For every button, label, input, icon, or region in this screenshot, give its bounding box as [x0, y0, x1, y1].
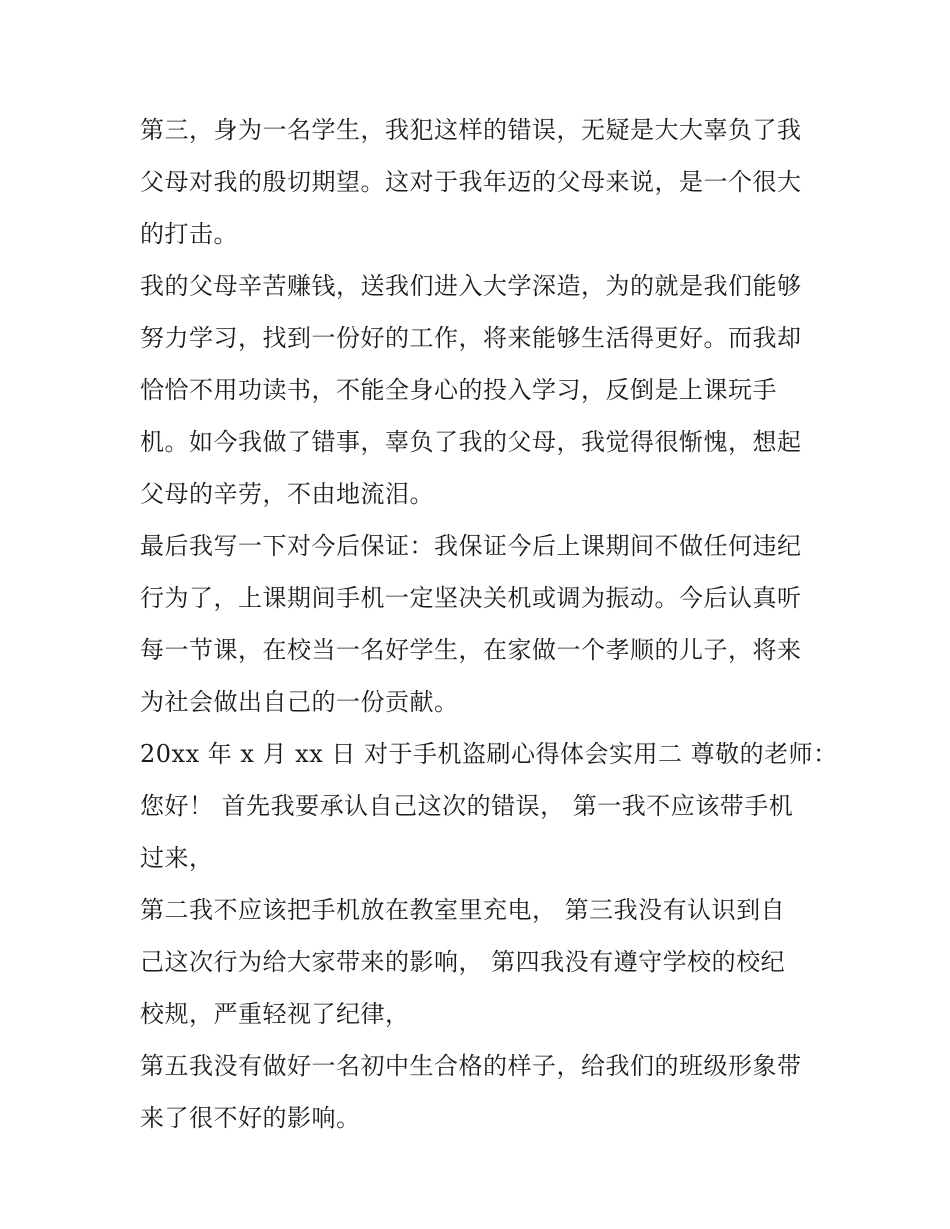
text-line: 的打击。: [140, 220, 238, 248]
text-line: 20xx 年 x 月 xx 日 对于手机盗刷心得体会实用二 尊敬的老师：: [140, 740, 838, 768]
text-line: 父母对我的殷切期望。这对于我年迈的父母来说，是一个很大: [140, 168, 802, 196]
text-line: 来了很不好的影响。: [140, 1104, 361, 1132]
text-line: 父母的辛劳，不由地流泪。: [140, 480, 434, 508]
body-text: [140, 108, 838, 1148]
text-line: 每一节课，在校当一名好学生，在家做一个孝顺的儿子，将来: [140, 636, 802, 664]
text-line: 第三，身为一名学生，我犯这样的错误，无疑是大大辜负了我: [140, 116, 802, 144]
text-line: 第二我不应该把手机放在教室里充电， 第三我没有认识到自: [140, 896, 786, 924]
text-line: 行为了，上课期间手机一定坚决关机或调为振动。今后认真听: [140, 584, 802, 612]
text-line: 您好！ 首先我要承认自己这次的错误， 第一我不应该带手机: [140, 792, 794, 820]
text-line: 第五我没有做好一名初中生合格的样子，给我们的班级形象带: [140, 1052, 802, 1080]
text-line: 己这次行为给大家带来的影响， 第四我没有遵守学校的校纪: [140, 948, 786, 976]
text-line: 为社会做出自己的一份贡献。: [140, 688, 459, 716]
text-line: 最后我写一下对今后保证：我保证今后上课期间不做任何违纪: [140, 532, 802, 560]
text-line: 校规，严重轻视了纪律，: [140, 1000, 410, 1028]
text-line: 努力学习，找到一份好的工作，将来能够生活得更好。而我却: [140, 324, 802, 352]
text-line: 恰恰不用功读书，不能全身心的投入学习，反倒是上课玩手: [140, 376, 777, 404]
text-line: 机。如今我做了错事，辜负了我的父母，我觉得很惭愧，想起: [140, 428, 802, 456]
text-line: 我的父母辛苦赚钱，送我们进入大学深造，为的就是我们能够: [140, 272, 802, 300]
text-line: 过来，: [140, 844, 214, 872]
